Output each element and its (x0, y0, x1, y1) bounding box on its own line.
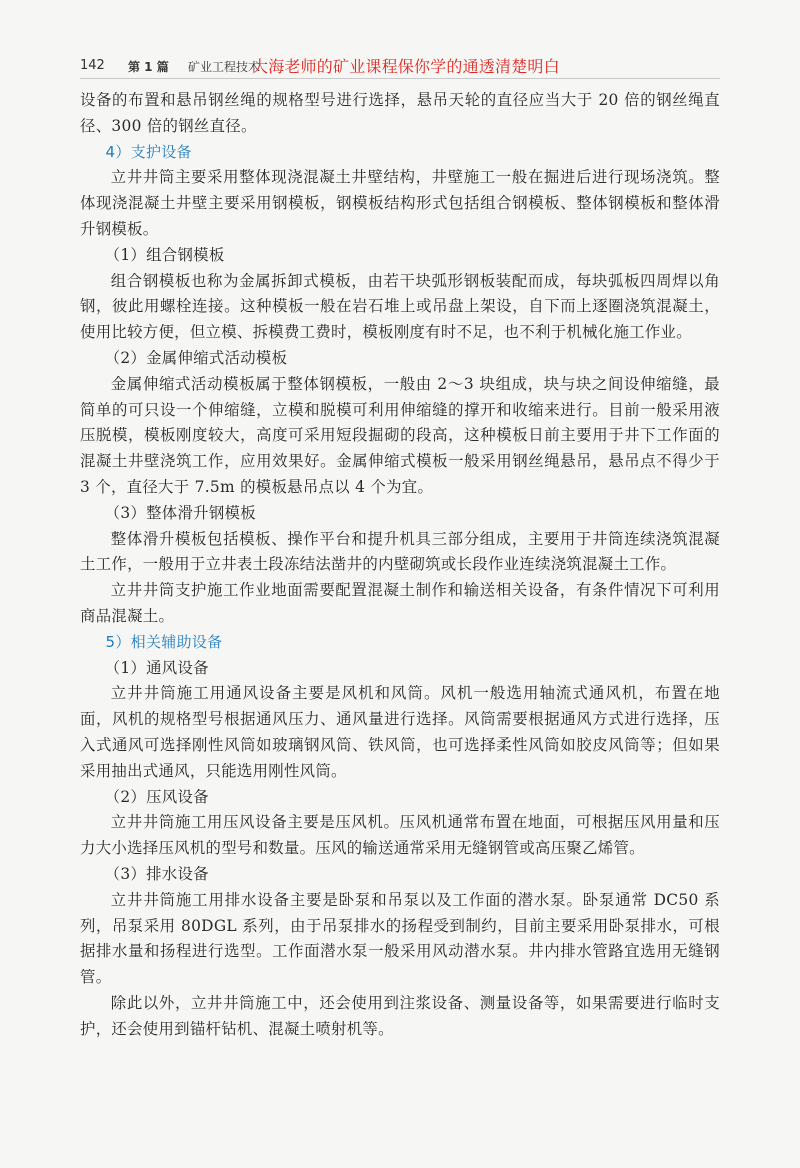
subheading-5: （2）压风设备 (104, 787, 209, 806)
subheading-4: （1）通风设备 (104, 658, 209, 677)
paragraph-4: 整体滑升模板包括模板、操作平台和提升机具三部分组成，主要用于井筒连续浇筑混凝土工作，一般用于立井表土段冻结法凿井的内壁砌筑或长段作业连续浇筑混凝土工作。 (80, 529, 720, 574)
watermark-text: 大海老师的矿业课程保你学的通透清楚明白 (252, 57, 560, 76)
page-header (80, 54, 720, 78)
section-heading-aux: 5）相关辅助设备 (105, 632, 223, 651)
paragraph-8: 立井井筒施工用排水设备主要是卧泵和吊泵以及工作面的潜水泵。卧泵通常 DC50 系列，吊泵采用 80DGL 系列，由于吊泵排水的扬程受到制约，目前主要采用卧泵排水，可根据排水量和扬程进行选型。工作面潜水泵一般采用风动潜水泵。井内排水管路宜选用无缝钢管。 (80, 890, 720, 987)
book-title: 矿业工程技术 (188, 60, 261, 74)
page-body (80, 88, 720, 1042)
page-number: 142 (80, 58, 105, 73)
paragraph-5: 立井井筒支护施工作业地面需要配置混凝土制作和输送相关设备，有条件情况下可利用商品混凝土。 (80, 581, 720, 625)
paragraph-9: 除此以外，立井井筒施工中，还会使用到注浆设备、测量设备等，如果需要进行临时支护，还会使用到锚杆钻机、混凝土喷射机等。 (80, 993, 720, 1038)
paragraph-1: 立井井筒主要采用整体现浇混凝土井壁结构，井壁施工一般在掘进后进行现场浇筑。整体现浇混凝土井壁主要采用钢模板，钢模板结构形式包括组合钢模板、整体钢模板和整体滑升钢模板。 (80, 168, 720, 238)
section-heading-support: 4）支护设备 (105, 142, 192, 161)
paragraph-3: 金属伸缩式活动模板属于整体钢模板，一般由 2～3 块组成，块与块之间设伸缩缝，最简单的可只设一个伸缩缝，立模和脱模可利用伸缩缝的撑开和收缩来进行。目前一般采用液压脱模，模板刚度较大，高度可采用短段掘砌的段高，这种模板日前主要用于井下工作面的混凝土井壁浇筑工作，应用效果好。金属伸缩式模板一般采用钢丝绳悬吊，悬吊点不得少于 3 个，直径大于 7.5m 的模板悬吊点以 4 个为宜。 (80, 374, 720, 496)
part-label: 第 1 篇 (128, 60, 169, 74)
subheading-1: （1）组合钢模板 (104, 245, 225, 264)
paragraph-7: 立井井筒施工用压风设备主要是压风机。压风机通常布置在地面，可根据压风用量和压力大小选择压风机的型号和数量。压风的输送通常采用无缝钢管或高压聚乙烯管。 (80, 813, 720, 858)
subheading-3: （3）整体滑升钢模板 (104, 503, 256, 522)
paragraph-0: 设备的布置和悬吊钢丝绳的规格型号进行选择，悬吊天轮的直径应当大于 20 倍的钢丝绳直径、300 倍的钢丝直径。 (80, 91, 720, 135)
header-rule (80, 78, 720, 79)
subheading-6: （3）排水设备 (104, 864, 209, 883)
paragraph-2: 组合钢模板也称为金属拆卸式模板，由若干块弧形钢板装配而成，每块弧板四周焊以角钢，彼此用螺栓连接。这种模板一般在岩石堆上或吊盘上架设，自下而上逐圈浇筑混凝土，使用比较方便，但立模、拆模费工费时，模板刚度有时不足，也不利于机械化施工作业。 (80, 271, 720, 342)
paragraph-6: 立井井筒施工用通风设备主要是风机和风筒。风机一般选用轴流式通风机，布置在地面，风机的规格型号根据通风压力、通风量进行选择。风筒需要根据通风方式进行选择，压入式通风可选择刚性风筒如玻璃钢风筒、铁风筒，也可选择柔性风筒如胶皮风筒等；但如果采用抽出式通风，只能选用刚性风筒。 (80, 684, 720, 780)
subheading-2: （2）金属伸缩式活动模板 (104, 348, 288, 367)
